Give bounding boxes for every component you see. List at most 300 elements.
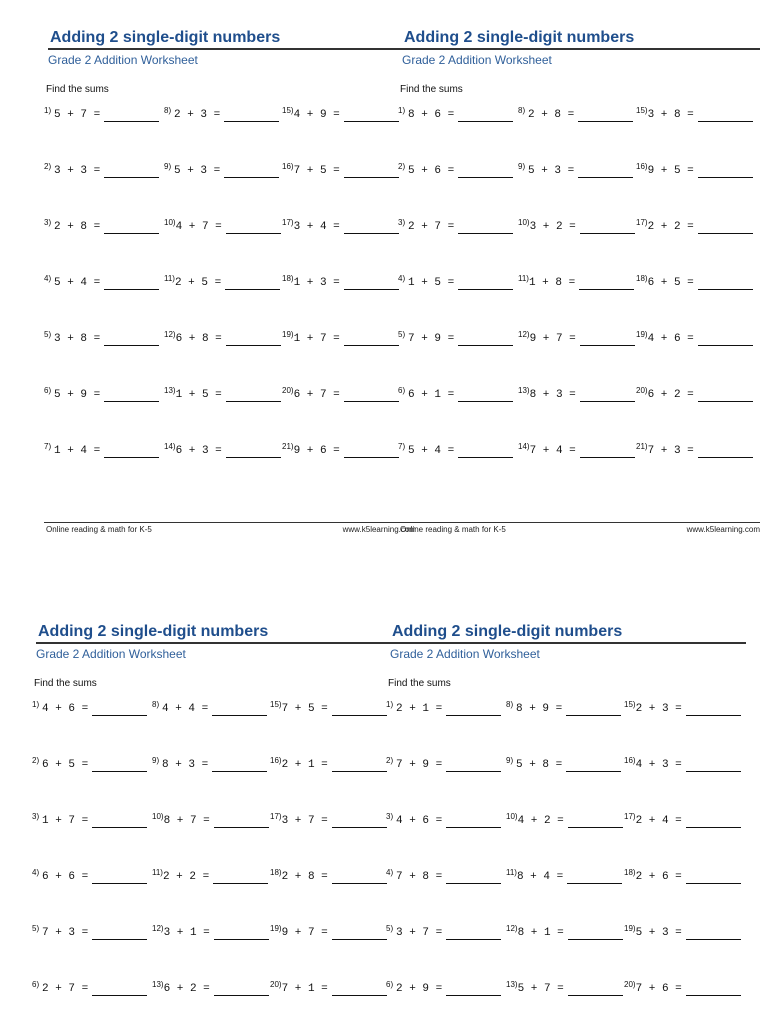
problem <box>164 272 280 294</box>
problem <box>506 698 621 720</box>
problem-expression: 3 + 8 = <box>647 109 694 121</box>
problem-number: 4) <box>32 868 40 877</box>
problem <box>518 384 635 406</box>
problem-expression: 6 + 7 = <box>293 389 340 401</box>
answer-blank[interactable] <box>226 443 281 458</box>
answer-blank[interactable] <box>578 163 633 178</box>
footer-tagline: Online reading & math for K-5 <box>46 525 152 534</box>
answer-blank[interactable] <box>344 219 399 234</box>
problem <box>270 978 387 1000</box>
answer-blank[interactable] <box>92 701 147 716</box>
answer-blank[interactable] <box>686 981 741 996</box>
answer-blank[interactable] <box>446 813 501 828</box>
answer-blank[interactable] <box>446 925 501 940</box>
problem-number: 12) <box>152 924 164 933</box>
problem-expression: 4 + 6 = <box>42 703 89 715</box>
problem-number: 8) <box>506 700 514 709</box>
problem-row <box>32 866 404 888</box>
problem-expression: 4 + 6 = <box>647 333 694 345</box>
footer-tagline: Online reading & math for K-5 <box>400 525 506 534</box>
problem-expression: 7 + 9 = <box>408 333 455 345</box>
problem-expression: 4 + 7 = <box>175 221 222 233</box>
problem-number: 9) <box>518 162 526 171</box>
answer-blank[interactable] <box>104 219 159 234</box>
answer-blank[interactable] <box>332 981 387 996</box>
problem-number: 13) <box>506 980 518 989</box>
problem-expression: 2 + 1 = <box>281 759 328 771</box>
problem-number: 9) <box>506 756 514 765</box>
problem-expression: 7 + 6 = <box>635 983 682 995</box>
problem-number: 5) <box>386 924 394 933</box>
problem <box>32 810 147 832</box>
answer-blank[interactable] <box>686 757 741 772</box>
problem <box>398 104 513 126</box>
problem-row <box>44 104 416 126</box>
problem-expression: 8 + 7 = <box>163 815 210 827</box>
problem <box>32 698 147 720</box>
problem <box>44 216 159 238</box>
answer-blank[interactable] <box>214 981 269 996</box>
problem-expression: 4 + 3 = <box>635 759 682 771</box>
problem <box>624 698 741 720</box>
worksheet-subtitle: Grade 2 Addition Worksheet <box>48 53 198 67</box>
answer-blank[interactable] <box>92 981 147 996</box>
answer-blank[interactable] <box>698 443 753 458</box>
problem-number: 6) <box>44 386 52 395</box>
problem <box>152 922 269 944</box>
problem-expression: 7 + 1 = <box>281 983 328 995</box>
problem <box>32 754 147 776</box>
answer-blank[interactable] <box>446 701 501 716</box>
problem <box>386 866 501 888</box>
problem <box>518 160 633 182</box>
problem <box>518 216 635 238</box>
problem <box>506 866 622 888</box>
problem <box>44 104 159 126</box>
problem <box>386 978 501 1000</box>
problem-expression: 3 + 3 = <box>54 165 101 177</box>
problem-number: 11) <box>152 868 163 877</box>
problem-expression: 2 + 7 = <box>408 221 455 233</box>
problem-expression: 9 + 6 = <box>293 445 340 457</box>
problem-row <box>386 866 746 888</box>
problem-row <box>398 440 760 462</box>
problem <box>506 754 621 776</box>
problem <box>164 384 281 406</box>
answer-blank[interactable] <box>580 387 635 402</box>
answer-blank[interactable] <box>344 387 399 402</box>
problem <box>282 272 399 294</box>
problem-expression: 5 + 3 = <box>174 165 221 177</box>
problem-number: 7) <box>44 442 52 451</box>
worksheet-title: Adding 2 single-digit numbers <box>48 28 416 50</box>
answer-blank[interactable] <box>226 387 281 402</box>
answer-blank[interactable] <box>214 813 269 828</box>
problem-number: 20) <box>282 386 294 395</box>
problem-number: 21) <box>282 442 294 451</box>
problem-row <box>32 922 404 944</box>
problem-expression: 5 + 7 = <box>54 109 101 121</box>
answer-blank[interactable] <box>344 163 399 178</box>
problem-row <box>398 216 760 238</box>
answer-blank[interactable] <box>332 813 387 828</box>
answer-blank[interactable] <box>698 387 753 402</box>
problem-expression: 8 + 6 = <box>408 109 455 121</box>
problem-expression: 8 + 3 = <box>162 759 209 771</box>
problem <box>164 216 281 238</box>
problem-number: 3) <box>44 218 52 227</box>
answer-blank[interactable] <box>579 275 634 290</box>
problem-number: 15) <box>624 700 636 709</box>
problem-number: 19) <box>636 330 648 339</box>
problem-expression: 6 + 6 = <box>42 871 89 883</box>
problem-expression: 3 + 8 = <box>54 333 101 345</box>
problem <box>518 272 634 294</box>
answer-blank[interactable] <box>686 701 741 716</box>
answer-blank[interactable] <box>332 701 387 716</box>
problem-expression: 6 + 1 = <box>408 389 455 401</box>
answer-blank[interactable] <box>578 107 633 122</box>
problem-number: 5) <box>32 924 40 933</box>
problem-expression: 5 + 7 = <box>517 983 564 995</box>
problem-expression: 4 + 2 = <box>517 815 564 827</box>
problem <box>270 810 387 832</box>
answer-blank[interactable] <box>686 813 741 828</box>
answer-blank[interactable] <box>344 275 399 290</box>
problem <box>518 328 635 350</box>
worksheet-subtitle: Grade 2 Addition Worksheet <box>402 53 552 67</box>
problem <box>636 328 753 350</box>
problem-expression: 1 + 5 = <box>408 277 455 289</box>
problem <box>506 978 623 1000</box>
answer-blank[interactable] <box>458 443 513 458</box>
answer-blank[interactable] <box>698 107 753 122</box>
problem-expression: 9 + 5 = <box>647 165 694 177</box>
problem-expression: 2 + 2 = <box>162 871 210 883</box>
problem <box>518 104 633 126</box>
answer-blank[interactable] <box>698 219 753 234</box>
problem-expression: 2 + 8 = <box>281 871 328 883</box>
problem-expression: 9 + 7 = <box>281 927 328 939</box>
problem-number: 8) <box>164 106 172 115</box>
problem-number: 1) <box>32 700 40 709</box>
worksheet-footer <box>398 522 760 543</box>
problem-number: 1) <box>386 700 394 709</box>
problem <box>386 810 501 832</box>
answer-blank[interactable] <box>446 757 501 772</box>
problem <box>386 754 501 776</box>
answer-blank[interactable] <box>226 219 281 234</box>
answer-blank[interactable] <box>104 443 159 458</box>
problem-row <box>386 922 746 944</box>
problem <box>624 810 741 832</box>
problem-expression: 1 + 5 = <box>175 389 222 401</box>
answer-blank[interactable] <box>104 107 159 122</box>
problem-number: 15) <box>282 106 294 115</box>
problem-expression: 8 + 4 = <box>516 871 564 883</box>
problem-number: 9) <box>164 162 172 171</box>
problem-row <box>44 272 416 294</box>
answer-blank[interactable] <box>580 331 635 346</box>
problem-expression: 2 + 3 = <box>174 109 221 121</box>
problem-number: 17) <box>636 218 648 227</box>
answer-blank[interactable] <box>568 925 623 940</box>
problem <box>152 866 268 888</box>
answer-blank[interactable] <box>332 757 387 772</box>
problem-row <box>44 384 416 406</box>
answer-blank[interactable] <box>344 443 399 458</box>
problem <box>152 978 269 1000</box>
problem <box>624 922 741 944</box>
answer-blank[interactable] <box>212 701 267 716</box>
problem-number: 12) <box>506 924 518 933</box>
answer-blank[interactable] <box>344 331 399 346</box>
problem-row <box>398 160 760 182</box>
answer-blank[interactable] <box>212 757 267 772</box>
problem-number: 7) <box>398 442 406 451</box>
worksheet-subtitle: Grade 2 Addition Worksheet <box>390 647 540 661</box>
problem <box>636 440 753 462</box>
problem-number: 15) <box>636 106 648 115</box>
footer-url: www.k5learning.com <box>342 525 416 534</box>
problem-expression: 6 + 5 = <box>42 759 89 771</box>
problem-row <box>44 216 416 238</box>
answer-blank[interactable] <box>332 925 387 940</box>
problem-expression: 7 + 3 = <box>42 927 89 939</box>
problem-number: 18) <box>282 274 294 283</box>
answer-blank[interactable] <box>698 163 753 178</box>
problem-number: 11) <box>518 274 529 283</box>
problem <box>636 384 753 406</box>
problem-number: 18) <box>636 274 648 283</box>
problem-number: 6) <box>398 386 406 395</box>
problem-number: 2) <box>398 162 406 171</box>
problem-expression: 7 + 5 = <box>281 703 328 715</box>
problem-number: 5) <box>44 330 52 339</box>
problem <box>164 104 279 126</box>
problem-expression: 2 + 3 = <box>635 703 682 715</box>
answer-blank[interactable] <box>224 107 279 122</box>
problem <box>164 328 281 350</box>
answer-blank[interactable] <box>686 925 741 940</box>
problem-expression: 6 + 5 = <box>647 277 694 289</box>
answer-blank[interactable] <box>92 925 147 940</box>
answer-blank[interactable] <box>458 219 513 234</box>
worksheet-footer <box>44 522 416 543</box>
problem-expression: 3 + 7 = <box>396 927 443 939</box>
problem <box>282 384 399 406</box>
problem-number: 12) <box>518 330 530 339</box>
problem-number: 3) <box>32 812 40 821</box>
problem-expression: 1 + 7 = <box>42 815 89 827</box>
problem-row <box>398 384 760 406</box>
problem-number: 4) <box>44 274 52 283</box>
problem <box>32 866 147 888</box>
problem-number: 19) <box>270 924 282 933</box>
problem-expression: 4 + 6 = <box>396 815 443 827</box>
answer-blank[interactable] <box>92 813 147 828</box>
problem-row <box>398 104 760 126</box>
problem <box>32 922 147 944</box>
problem-number: 14) <box>518 442 530 451</box>
problem-expression: 5 + 4 = <box>408 445 455 457</box>
problem-expression: 3 + 4 = <box>293 221 340 233</box>
problem-number: 3) <box>398 218 406 227</box>
worksheet-title: Adding 2 single-digit numbers <box>402 28 760 50</box>
answer-blank[interactable] <box>104 331 159 346</box>
problem-row <box>386 754 746 776</box>
answer-blank[interactable] <box>580 443 635 458</box>
answer-blank[interactable] <box>213 869 268 884</box>
problem-number: 6) <box>32 980 40 989</box>
answer-blank[interactable] <box>458 331 513 346</box>
problem-expression: 5 + 4 = <box>54 277 101 289</box>
problem-expression: 6 + 2 = <box>163 983 210 995</box>
worksheet-instruction: Find the sums <box>46 84 109 95</box>
problem <box>164 160 279 182</box>
problem <box>398 272 513 294</box>
problem-expression: 1 + 4 = <box>54 445 101 457</box>
problem-expression: 8 + 3 = <box>529 389 576 401</box>
problem-number: 20) <box>636 386 648 395</box>
problem-number: 17) <box>270 812 282 821</box>
problem-row <box>398 328 760 350</box>
answer-blank[interactable] <box>458 163 513 178</box>
answer-blank[interactable] <box>446 981 501 996</box>
problem-number: 13) <box>518 386 530 395</box>
worksheet-title: Adding 2 single-digit numbers <box>390 622 746 644</box>
problem-number: 9) <box>152 756 160 765</box>
answer-blank[interactable] <box>686 869 741 884</box>
answer-blank[interactable] <box>214 925 269 940</box>
answer-blank[interactable] <box>580 219 635 234</box>
problem <box>624 978 741 1000</box>
problem <box>624 754 741 776</box>
problem <box>506 810 623 832</box>
answer-blank[interactable] <box>104 387 159 402</box>
problem <box>282 160 399 182</box>
problem-number: 12) <box>164 330 176 339</box>
answer-blank[interactable] <box>458 387 513 402</box>
footer-url: www.k5learning.com <box>686 525 760 534</box>
answer-blank[interactable] <box>568 981 623 996</box>
problem <box>44 440 159 462</box>
problem-expression: 5 + 8 = <box>516 759 563 771</box>
problem-expression: 3 + 1 = <box>163 927 210 939</box>
problem <box>636 272 753 294</box>
problem <box>282 104 399 126</box>
problem-number: 2) <box>44 162 52 171</box>
problem <box>270 922 387 944</box>
answer-blank[interactable] <box>698 331 753 346</box>
problem-number: 15) <box>270 700 282 709</box>
problem-expression: 2 + 2 = <box>647 221 694 233</box>
answer-blank[interactable] <box>104 275 159 290</box>
problem <box>398 160 513 182</box>
problem <box>44 272 159 294</box>
answer-blank[interactable] <box>566 757 621 772</box>
problem-expression: 2 + 5 = <box>174 277 222 289</box>
problem <box>398 216 513 238</box>
problem-number: 8) <box>518 106 526 115</box>
answer-blank[interactable] <box>225 275 280 290</box>
worksheet-instruction: Find the sums <box>34 678 97 689</box>
problem-expression: 5 + 6 = <box>408 165 455 177</box>
answer-blank[interactable] <box>567 869 622 884</box>
problem-expression: 9 + 7 = <box>529 333 576 345</box>
problem <box>164 440 281 462</box>
problem-expression: 3 + 2 = <box>529 221 576 233</box>
problem <box>398 384 513 406</box>
problem <box>152 810 269 832</box>
problem-row <box>398 272 760 294</box>
answer-blank[interactable] <box>344 107 399 122</box>
problem-number: 2) <box>386 756 394 765</box>
answer-blank[interactable] <box>104 163 159 178</box>
problem-number: 17) <box>282 218 294 227</box>
problem-number: 10) <box>506 812 518 821</box>
problem <box>44 160 159 182</box>
problem-number: 8) <box>152 700 160 709</box>
problem <box>270 866 387 888</box>
problem <box>270 754 387 776</box>
problem-number: 10) <box>152 812 164 821</box>
problem <box>624 866 741 888</box>
problem-expression: 8 + 1 = <box>517 927 564 939</box>
problem-number: 17) <box>624 812 636 821</box>
answer-blank[interactable] <box>92 869 147 884</box>
problem-number: 19) <box>624 924 636 933</box>
worksheet-top-left <box>44 28 416 568</box>
problem-expression: 8 + 9 = <box>516 703 563 715</box>
problem-number: 4) <box>386 868 394 877</box>
problem-number: 5) <box>398 330 406 339</box>
problem-number: 20) <box>624 980 636 989</box>
problem <box>32 978 147 1000</box>
problem-number: 4) <box>398 274 406 283</box>
problem-expression: 6 + 2 = <box>647 389 694 401</box>
problem-expression: 2 + 6 = <box>635 871 682 883</box>
problem-number: 2) <box>32 756 40 765</box>
problem <box>636 104 753 126</box>
answer-blank[interactable] <box>566 701 621 716</box>
answer-blank[interactable] <box>226 331 281 346</box>
problem-number: 19) <box>282 330 294 339</box>
problem-number: 11) <box>506 868 517 877</box>
problem-expression: 2 + 1 = <box>396 703 443 715</box>
problem-expression: 1 + 8 = <box>528 277 576 289</box>
answer-blank[interactable] <box>568 813 623 828</box>
problem-row <box>386 698 746 720</box>
worksheet-instruction: Find the sums <box>400 84 463 95</box>
problem-number: 13) <box>152 980 164 989</box>
problem-row <box>32 698 404 720</box>
answer-blank[interactable] <box>458 275 513 290</box>
worksheet-title: Adding 2 single-digit numbers <box>36 622 404 644</box>
problem <box>636 160 753 182</box>
problem-expression: 4 + 9 = <box>293 109 340 121</box>
problem-expression: 7 + 9 = <box>396 759 443 771</box>
problem-number: 10) <box>164 218 176 227</box>
answer-blank[interactable] <box>332 869 387 884</box>
answer-blank[interactable] <box>224 163 279 178</box>
answer-blank[interactable] <box>446 869 501 884</box>
problem <box>270 698 387 720</box>
problem-expression: 1 + 7 = <box>293 333 340 345</box>
answer-blank[interactable] <box>458 107 513 122</box>
answer-blank[interactable] <box>698 275 753 290</box>
answer-blank[interactable] <box>92 757 147 772</box>
